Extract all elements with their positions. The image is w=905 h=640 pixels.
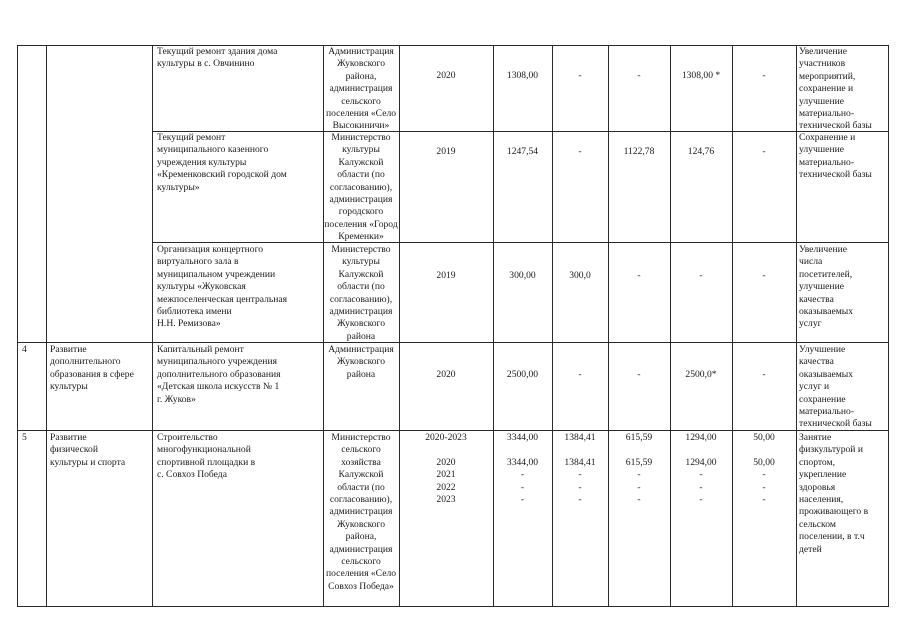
federal-cell: 300,0 — [569, 270, 591, 281]
local-cell: - — [699, 270, 703, 281]
year-cell: 2020 — [436, 369, 456, 380]
table-border — [608, 45, 609, 606]
regional-cell: - — [637, 270, 641, 281]
local-cell: 1308,00 * — [681, 70, 721, 81]
event-cell: Текущий ремонт муниципального казенного учреждения культуры «Кременковский городской дом культуры» — [157, 132, 287, 193]
table-border — [17, 45, 889, 46]
regional-cell: 1122,78 — [623, 146, 655, 157]
extra-cell: - — [762, 70, 766, 81]
regional-cell: - — [637, 70, 641, 81]
event-cell: Капитальный ремонт муниципального учреждения дополнительного образования «Детская школа искусств № 1 г. Жуков» — [157, 344, 281, 405]
table-border — [17, 606, 889, 607]
federal-cell: - — [578, 70, 582, 81]
total-cell: 1308,00 — [506, 70, 539, 81]
direction-cell: Развитие дополнительного образования в сфере культуры — [50, 344, 134, 393]
table-border — [17, 342, 889, 343]
table-border — [17, 45, 18, 606]
year-cell: 2020 — [436, 70, 456, 81]
event-cell: Организация концертного виртуального зала в муниципальном учреждении культуры «Жуковская межпоселенческая центральная библиотека имени Н.Н. Ремизова» — [157, 244, 288, 330]
table-border — [493, 45, 494, 606]
executor-cell: Администрация Жуковского района — [328, 344, 394, 380]
result-cell: Занятие физкультурой и спортом, укрепление здоровья населения, проживающего в сельском поселении, в т.ч детей — [799, 432, 869, 555]
result-cell: Увеличение участников мероприятий, сохранение и улучшение материально- технической базы — [799, 46, 872, 132]
table-border — [670, 45, 671, 606]
result-cell: Сохранение и улучшение материально- технической базы — [799, 132, 872, 181]
table-border — [46, 45, 47, 606]
local-cell: 1294,00 1294,00 - - - — [685, 432, 717, 506]
executor-cell: Администрация Жуковского района, администрация сельского поселения «Село Высокиничи» — [325, 46, 397, 132]
table-border — [399, 45, 400, 606]
total-cell: 3344,00 3344,00 - - - — [506, 432, 539, 506]
local-cell: 124,76 — [687, 146, 715, 157]
extra-cell: - — [762, 270, 766, 281]
table-border — [732, 45, 733, 606]
regional-cell: - — [637, 369, 641, 380]
event-cell: Текущий ремонт здания дома культуры в с. Овчинино — [157, 46, 278, 70]
extra-cell: - — [762, 369, 766, 380]
federal-cell: - — [578, 369, 582, 380]
total-cell: 1247,54 — [506, 146, 539, 157]
direction-cell: Развитие физической культуры и спорта — [50, 432, 126, 468]
executor-cell: Министерство культуры Калужской области (по согласованию), администрация Жуковского района — [329, 244, 393, 342]
regional-cell: 615,59 615,59 - - - — [625, 432, 653, 506]
extra-cell: 50,00 50,00 - - - — [753, 432, 775, 506]
result-cell: Увеличение числа посетителей, улучшение качества оказываемых услуг — [799, 244, 854, 330]
row-number: 5 — [22, 432, 27, 443]
table-border — [152, 45, 153, 606]
local-cell: 2500,0* — [685, 369, 717, 380]
executor-cell: Министерство культуры Калужской области (по согласованию), администрация городского поселения «Город Кременки» — [324, 132, 398, 243]
table-border — [888, 45, 889, 606]
executor-cell: Министерство сельского хозяйства Калужской области (по согласованию), администрация Жуковского района, администрация сельского поселения «Село Совхоз Победа» — [325, 432, 397, 592]
table-border — [552, 45, 553, 606]
table-border — [796, 45, 797, 606]
table-border — [17, 430, 889, 431]
federal-cell: - — [578, 146, 582, 157]
extra-cell: - — [762, 146, 766, 157]
year-cell: 2019 — [436, 270, 456, 281]
event-cell: Строительство многофункциональной спортивной площадки в с. Совхоз Победа — [157, 432, 256, 481]
total-cell: 2500,00 — [506, 369, 539, 380]
year-cell: 2019 — [436, 146, 456, 157]
federal-cell: 1384,41 1384,41 - - - — [564, 432, 596, 506]
result-cell: Улучшение качества оказываемых услуг и сохранение материально- технической базы — [799, 344, 872, 430]
row-number: 4 — [22, 344, 27, 355]
total-cell: 300,00 — [509, 270, 536, 281]
year-cell: 2020-2023 2020 2021 2022 2023 — [425, 432, 467, 506]
table-border — [152, 242, 889, 243]
